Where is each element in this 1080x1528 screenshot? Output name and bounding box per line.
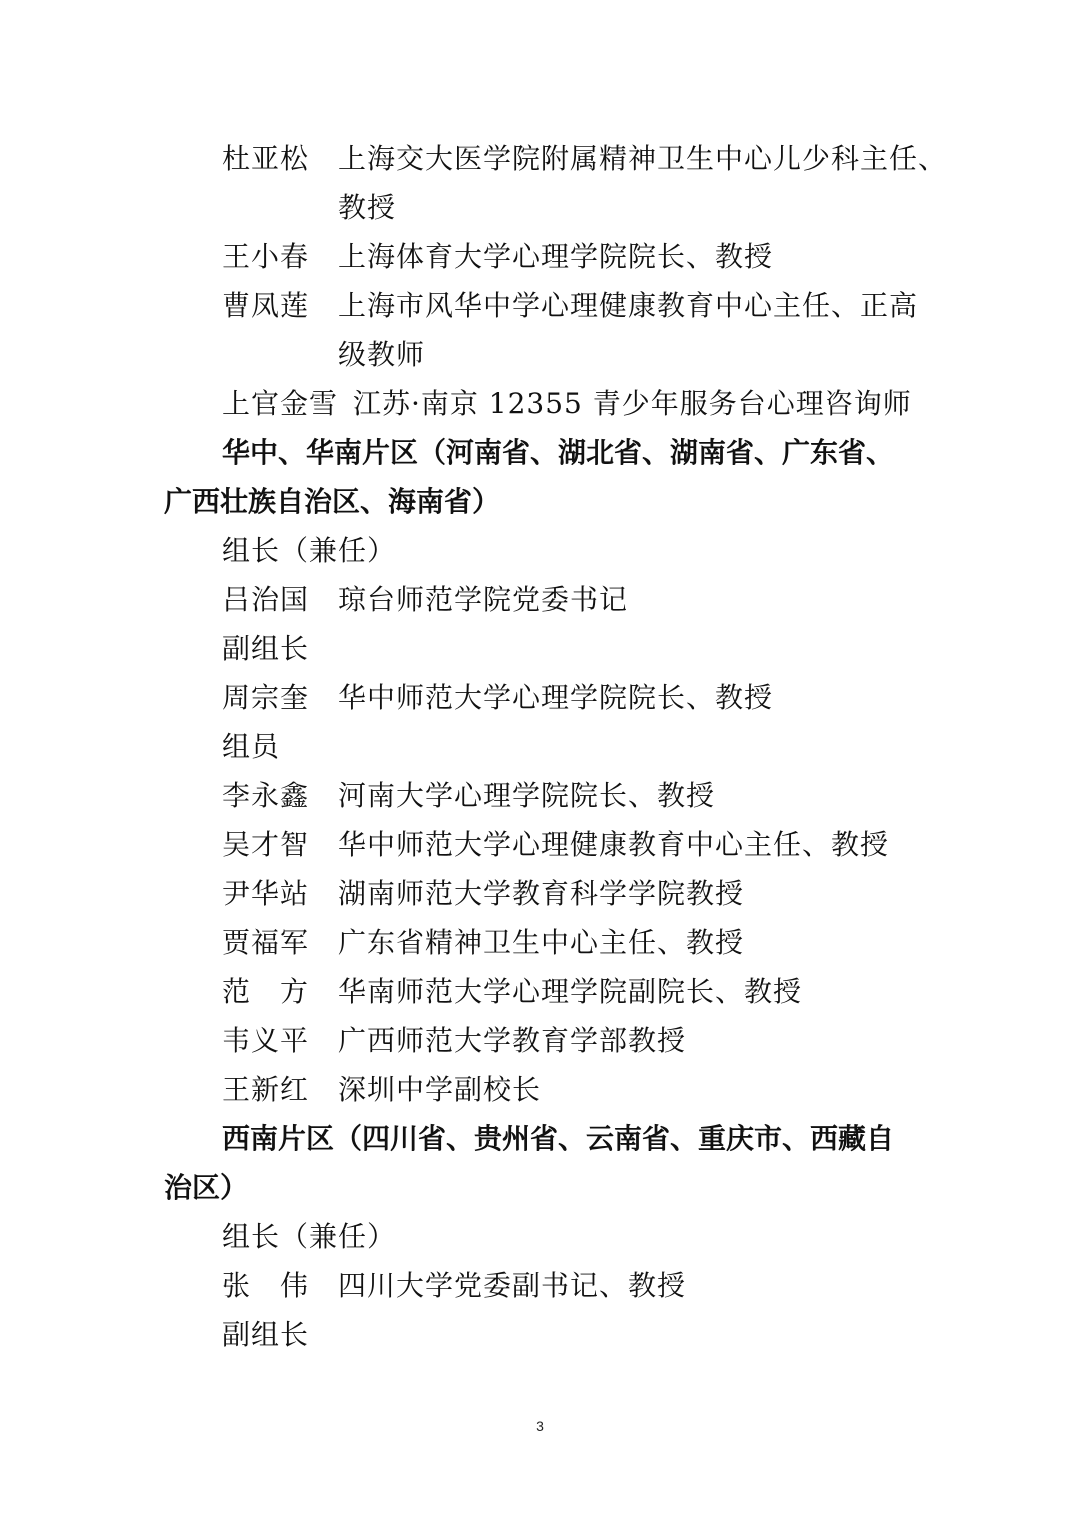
- entry-desc: 琼台师范学院党委书记: [338, 583, 629, 616]
- entry-desc: 四川大学党委副书记、教授: [338, 1269, 687, 1302]
- entry-desc: 上海交大医学院附属精神卫生中心儿少科主任、: [338, 142, 948, 175]
- entry-desc: 上海市风华中学心理健康教育中心主任、正高: [338, 289, 919, 322]
- leader-entry: [164, 1261, 920, 1310]
- entry-desc: 广西师范大学教育学部教授: [338, 1024, 687, 1057]
- region-heading: 西南片区（四川省、贵州省、云南省、重庆市、西藏自: [222, 1122, 895, 1155]
- entry-name: 张 伟: [222, 1269, 310, 1302]
- page-content: [164, 134, 948, 1359]
- entry-desc: 江苏·南京 12355 青少年服务台心理咨询师: [353, 387, 912, 420]
- entry-name: 贾福军: [222, 926, 310, 959]
- entry-name: 周宗奎: [222, 681, 310, 714]
- entry-name: 尹华站: [222, 877, 310, 910]
- entry-desc: 上海体育大学心理学院院长、教授: [338, 240, 774, 273]
- deputy-entry: [164, 673, 920, 722]
- entry-name: 王新红: [222, 1073, 310, 1106]
- member-entry: [164, 967, 920, 1016]
- entry-name: 杜亚松: [222, 142, 310, 175]
- member-entry: [164, 771, 920, 820]
- member-entry: [164, 1065, 920, 1114]
- region-heading-continuation: 广西壮族自治区、海南省）: [164, 485, 501, 518]
- entry-desc: 华南师范大学心理学院副院长、教授: [338, 975, 803, 1008]
- entry-desc: 深圳中学副校长: [338, 1073, 542, 1106]
- entry-shangguan-jinxue: [164, 379, 920, 428]
- region-heading-continuation: 治区）: [164, 1171, 249, 1204]
- entry-name: 吴才智: [222, 828, 310, 861]
- entry-continuation: 级教师: [338, 338, 426, 371]
- entry-name: 范 方: [222, 975, 310, 1008]
- member-entry: [164, 1016, 920, 1065]
- entry-desc: 华中师范大学心理学院院长、教授: [338, 681, 774, 714]
- entry-name: 王小春: [222, 240, 310, 273]
- members-label: 组员: [222, 730, 281, 763]
- entry-wang-xiaochun: [164, 232, 920, 281]
- entry-desc: 华中师范大学心理健康教育中心主任、教授: [338, 828, 890, 861]
- region-heading: 华中、华南片区（河南省、湖北省、湖南省、广东省、: [222, 436, 895, 469]
- entry-du-yasong: [164, 134, 948, 183]
- page-number: 3: [536, 1418, 544, 1434]
- entry-desc: 湖南师范大学教育科学学院教授: [338, 877, 745, 910]
- entry-name: 吕治国: [222, 583, 310, 616]
- entry-continuation: 教授: [338, 191, 397, 224]
- entry-name: 曹凤莲: [222, 289, 310, 322]
- deputy-label: 副组长: [222, 632, 310, 665]
- leader-entry: [164, 575, 920, 624]
- member-entry: [164, 820, 920, 869]
- member-entry: [164, 869, 920, 918]
- entry-desc: 广东省精神卫生中心主任、教授: [338, 926, 745, 959]
- member-entry: [164, 918, 920, 967]
- entry-name: 李永鑫: [222, 779, 310, 812]
- entry-cao-fenglian: [164, 281, 920, 330]
- leader-label: 组长（兼任）: [222, 534, 397, 567]
- entry-name: 韦义平: [222, 1024, 310, 1057]
- entry-desc: 河南大学心理学院院长、教授: [338, 779, 716, 812]
- leader-label: 组长（兼任）: [222, 1220, 397, 1253]
- deputy-label: 副组长: [222, 1318, 310, 1351]
- entry-name: 上官金雪: [222, 387, 339, 420]
